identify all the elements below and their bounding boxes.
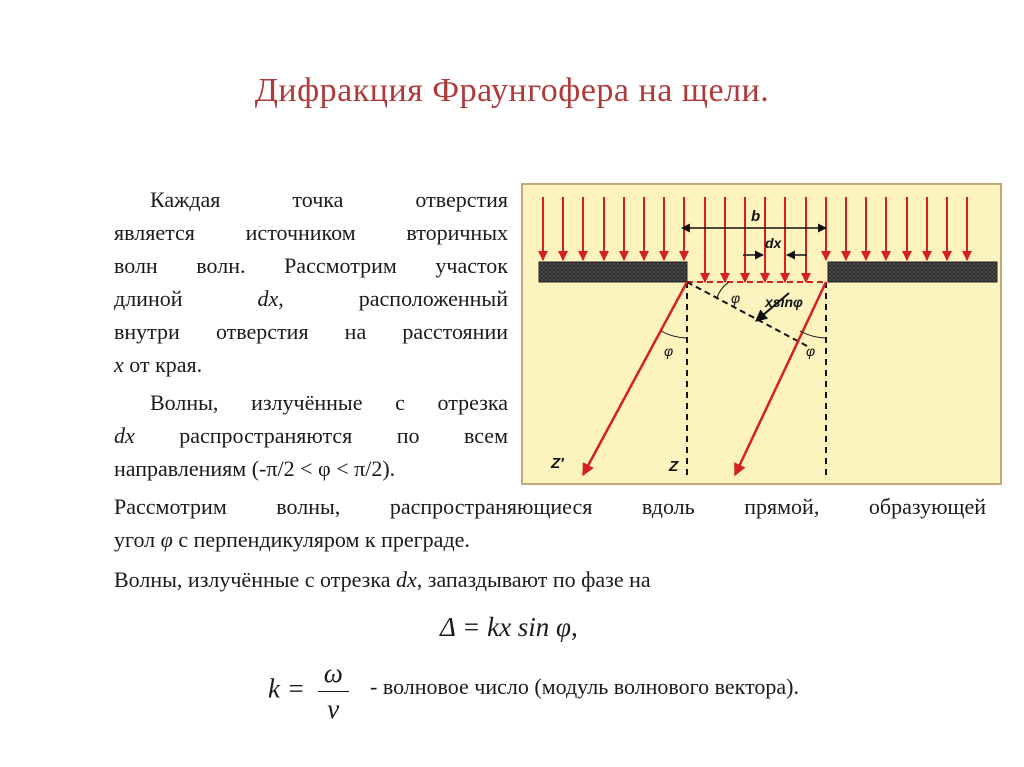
label-xsin: xsinφ: [765, 294, 803, 310]
paragraph-phase-delay: [114, 563, 986, 596]
para1-line6-post: от края.: [123, 352, 203, 377]
diagram-svg: [521, 183, 1002, 485]
paragraph-directions: [114, 386, 508, 485]
label-dx: dx: [765, 235, 782, 251]
screen-right-part: [828, 262, 997, 282]
para1-dx-var: dx: [257, 286, 279, 311]
label-b: b: [751, 208, 761, 225]
wavenumber-formula: [268, 658, 355, 725]
para3-line-1: Рассмотрим волны, распространяющиеся вдоль прямой, образующей: [114, 494, 986, 519]
phase-formula: Δ = kx sin φ,: [440, 612, 578, 642]
para1-line-5: внутри отверстия на расстоянии: [114, 319, 508, 344]
wavenumber-description: - волновое число (модуль волнового вектора).: [370, 674, 799, 699]
para4-post: , запаздывают по фазе на: [416, 567, 651, 592]
para2-dx-var: dx: [114, 423, 135, 448]
para1-x-var: x: [114, 352, 124, 377]
para3-line2-post: с перпендикуляром к преграде.: [172, 527, 470, 552]
para1-line4-post: , расположенный: [278, 286, 508, 311]
slide-title: Дифракция Фраунгофера на щели.: [254, 72, 770, 109]
para4-dx-var: dx: [395, 567, 417, 592]
para1-line-2: является источником вторичных: [114, 220, 508, 245]
label-phi-left: φ: [664, 343, 674, 359]
fraction-numerator: ω: [318, 658, 349, 692]
para3-line-2: [114, 523, 986, 556]
label-zprime: Z′: [551, 455, 564, 472]
paragraph-source-points: [114, 183, 508, 381]
wavenumber-fraction: [318, 658, 349, 725]
wavenumber-lhs: k =: [268, 673, 305, 704]
para3-line2-pre: угол: [114, 527, 161, 552]
para2-line-2: [114, 419, 508, 452]
para2-line2-post: распространяются по всем: [179, 423, 508, 448]
para1-line-4: [114, 282, 508, 315]
para2-line-3: направлениям (-π/2 < φ < π/2).: [114, 456, 396, 481]
para1-line-6: [114, 348, 508, 381]
slit-diffraction-diagram: [521, 183, 1002, 485]
paragraph-angle: [114, 490, 986, 556]
label-phi-top: φ: [731, 290, 741, 306]
para3-phi-var: φ: [160, 527, 173, 552]
diagram-background: [522, 184, 1001, 484]
para1-line-1: Каждая точка отверстия: [150, 187, 508, 212]
para4-line: [114, 563, 986, 596]
para2-line-1: Волны, излучённые с отрезка: [150, 390, 508, 415]
fraction-denominator: v: [327, 694, 340, 724]
para4-pre: Волны, излучённые с отрезка: [114, 567, 396, 592]
label-z: Z: [669, 458, 679, 475]
label-phi-right: φ: [806, 343, 816, 359]
para1-line-3: волн волн. Рассмотрим участок: [114, 253, 508, 278]
screen-left-part: [539, 262, 687, 282]
para1-line4-pre: длиной: [114, 286, 258, 311]
